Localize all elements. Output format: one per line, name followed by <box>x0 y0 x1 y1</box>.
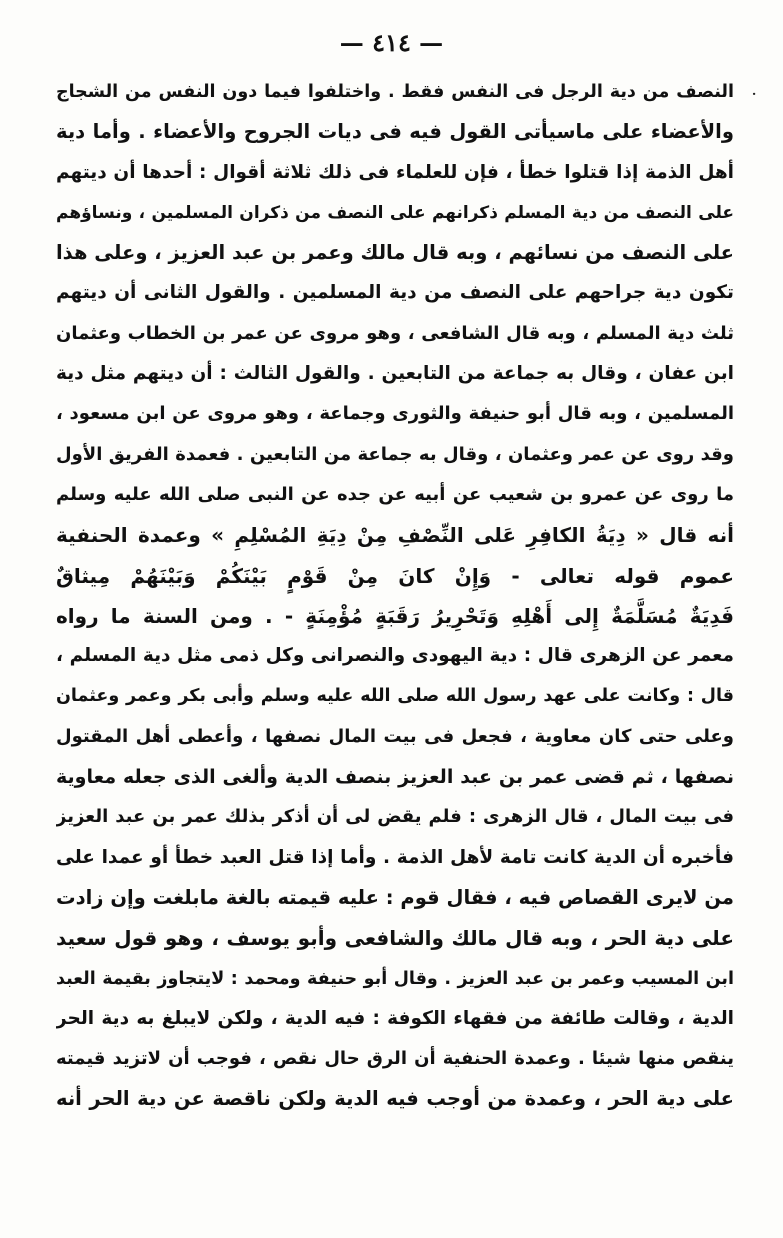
text-line: أهل الذمة إذا قتلوا خطأ ، فإن للعلماء فى ذلك ثلاثة أقوال : أحدها أن ديتهم <box>56 161 734 183</box>
text-line: على النصف من دية المسلم ذكرانهم على النصف من ذكران المسلمين ، ونساؤهم <box>56 202 734 223</box>
text-line: ثلث دية المسلم ، وبه قال الشافعى ، وهو مروى عن عمر بن الخطاب وعثمان <box>56 322 734 344</box>
text-line: الدية ، وقالت طائفة من فقهاء الكوفة : فيه الدية ، ولكن لايبلغ به دية الحر <box>56 1007 734 1029</box>
text-line: فَدِيَةٌ مُسَلَّمَةٌ إِلى أَهْلِهِ وَتَحْرِيرُ رَقَبَةٍ مُؤْمِنَةٍ - . ومن السنة ما رواه <box>56 603 734 628</box>
text-line: ابن عفان ، وقال به جماعة من التابعين . والقول الثالث : أن ديتهم مثل دية <box>56 363 734 385</box>
text-line: وقد روى عن عمر وعثمان ، وقال به جماعة من التابعين . فعمدة الفريق الأول <box>56 443 734 465</box>
text-line: ابن المسيب وعمر بن عبد العزيز . وقال أبو حنيفة ومحمد : لايتجاوز بقيمة العبد <box>56 968 734 989</box>
text-line: والأعضاء على ماسيأتى القول فيه فى ديات الجروح والأعضاء . وأما دية <box>56 120 734 144</box>
text-line: على دية الحر ، وعمدة من أوجب فيه الدية ولكن ناقصة عن دية الحر أنه <box>56 1087 734 1111</box>
text-line: ينقص منها شيئا . وعمدة الحنفية أن الرق حال نقص ، فوجب أن لاتزيد قيمته <box>56 1048 734 1070</box>
text-line: وعلى حتى كان معاوية ، فجعل فى بيت المال نصفها ، وأعطى أهل المقتول <box>56 725 734 747</box>
text-line: نصفها ، ثم قضى عمر بن عبد العزيز بنصف الدية وألغى الذى جعله معاوية <box>56 766 734 789</box>
text-line: قال : وكانت على عهد رسول الله صلى الله عليه وسلم وأبى بكر وعمر وعثمان <box>56 686 734 707</box>
page-body <box>56 72 734 1120</box>
text-line: أنه قال « دِيَةُ الكافِرِ عَلى النِّصْفِ مِنْ دِيَةِ المُسْلِمِ » وعمدة الحنفية <box>56 523 734 548</box>
text-line: معمر عن الزهرى قال : دية اليهودى والنصرانى وكل ذمى مثل دية المسلم ، <box>56 645 734 667</box>
text-line: فأخبره أن الدية كانت تامة لأهل الذمة . وأما إذا قتل العبد خطأ أو عمدا على <box>56 846 734 868</box>
text-line: من لايرى القصاص فيه ، فقال قوم : عليه قيمته بالغة مابلغت وإن زادت <box>56 885 734 909</box>
margin-mark: · <box>751 84 757 105</box>
page-number: — ٤١٤ — <box>339 28 444 57</box>
text-line: ما روى عن عمرو بن شعيب عن أبيه عن جده عن النبى صلى الله عليه وسلم <box>56 483 734 505</box>
text-line: فى بيت المال ، قال الزهرى : فلم يقض لى أن أذكر بذلك عمر بن عبد العزيز <box>56 806 734 828</box>
text-line: على دية الحر ، وبه قال مالك والشافعى وأبو يوسف ، وهو قول سعيد <box>56 926 734 951</box>
text-line: النصف من دية الرجل فى النفس فقط . واختلفوا فيما دون النفس من الشجاج <box>56 82 734 102</box>
text-line: المسلمين ، وبه قال أبو حنيفة والثورى وجماعة ، وهو مروى عن ابن مسعود ، <box>56 403 734 425</box>
text-line: على النصف من نسائهم ، وبه قال مالك وعمر بن عبد العزيز ، وعلى هذا <box>56 241 734 265</box>
text-line: عموم قوله تعالى - وَإِنْ كانَ مِنْ قَوْمٍ بَيْنَكُمْ وَبَيْنَهُمْ مِيثاقٌ <box>56 563 734 588</box>
text-line: تكون دية جراحهم على النصف من دية المسلمين . والقول الثانى أن ديتهم <box>56 282 734 304</box>
